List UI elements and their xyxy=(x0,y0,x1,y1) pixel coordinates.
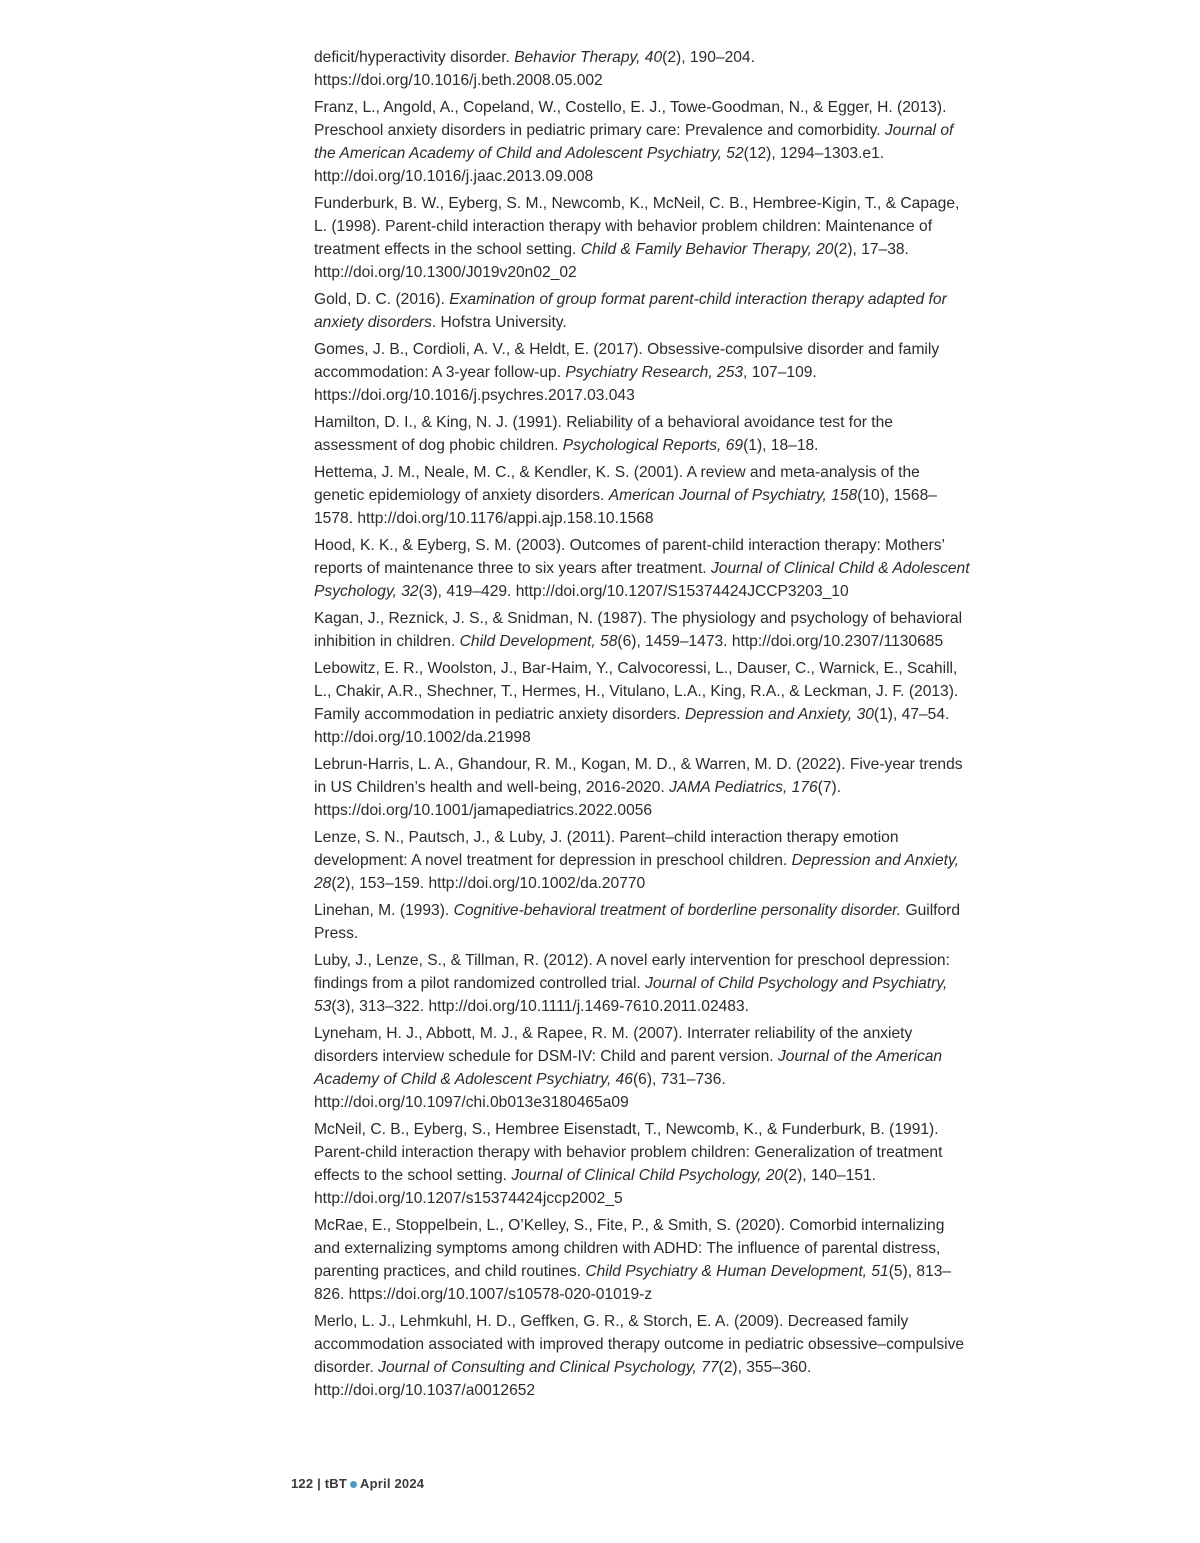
reference-source-italic: JAMA Pediatrics, 176 xyxy=(669,779,818,796)
reference-entry xyxy=(314,46,974,92)
reference-list xyxy=(314,46,974,1406)
reference-text: , 107–109. https://doi.org/10.1016/j.psychres.2017.03.043 xyxy=(314,364,817,404)
reference-entry xyxy=(314,1118,974,1210)
reference-source-italic: Journal of Clinical Child Psychology, 20 xyxy=(511,1167,784,1184)
reference-text: Funderburk, B. W., Eyberg, S. M., Newcomb, K., McNeil, C. B., Hembree-Kigin, T., & Capage, L. (1998). Parent-child interaction therapy with behavior problem children: Maintenance of treatment effects in the school setting. xyxy=(314,195,960,258)
reference-text: Linehan, M. (1993). xyxy=(314,902,454,919)
reference-text: (3), 419–429. http://doi.org/10.1207/S15374424JCCP3203_10 xyxy=(418,583,849,600)
reference-entry xyxy=(314,607,974,653)
reference-source-italic: Journal of Consulting and Clinical Psychology, 77 xyxy=(378,1359,719,1376)
reference-source-italic: Child Development, 58 xyxy=(459,633,618,650)
reference-source-italic: Psychiatry Research, 253 xyxy=(565,364,744,381)
reference-text: (6), 731–736. http://doi.org/10.1097/chi.0b013e3180465a09 xyxy=(314,1071,726,1111)
reference-entry xyxy=(314,949,974,1018)
reference-text: . Hofstra University. xyxy=(431,314,567,331)
reference-text: (2), 355–360. http://doi.org/10.1037/a0012652 xyxy=(314,1359,812,1399)
reference-text: (1), 47–54. http://doi.org/10.1002/da.21998 xyxy=(314,706,950,746)
reference-source-italic: Journal of the American Academy of Child and Adolescent Psychiatry, 52 xyxy=(314,122,954,162)
reference-text: (2), 190–204. https://doi.org/10.1016/j.beth.2008.05.002 xyxy=(314,49,755,89)
issue-date: April 2024 xyxy=(360,1476,425,1491)
reference-text: Franz, L., Angold, A., Copeland, W., Costello, E. J., Towe-Goodman, N., & Egger, H. (2013). Preschool anxiety disorders in pediatric primary care: Prevalence and comorbidity. xyxy=(314,99,947,139)
reference-entry xyxy=(314,461,974,530)
reference-source-italic: Behavior Therapy, 40 xyxy=(514,49,663,66)
reference-text: McNeil, C. B., Eyberg, S., Hembree Eisenstadt, T., Newcomb, K., & Funderburk, B. (1991). Parent-child interaction therapy with behavior problem children: Generalization of treatment effects to the school setting. xyxy=(314,1121,943,1184)
reference-entry xyxy=(314,192,974,284)
reference-text: (10), 1568–1578. http://doi.org/10.1176/appi.ajp.158.10.1568 xyxy=(314,487,937,527)
reference-source-italic: Journal of the American Academy of Child & Adolescent Psychiatry, 46 xyxy=(314,1048,943,1088)
reference-source-italic: Depression and Anxiety, 30 xyxy=(684,706,874,723)
page-footer xyxy=(291,1476,424,1491)
reference-entry xyxy=(314,899,974,945)
reference-text: Lebrun-Harris, L. A., Ghandour, R. M., Kogan, M. D., & Warren, M. D. (2022). Five-year trends in US Children’s health and well-being, 2016-2020. xyxy=(314,756,963,796)
reference-text: Merlo, L. J., Lehmkuhl, H. D., Geffken, G. R., & Storch, E. A. (2009). Decreased family accommodation associated with improved therapy outcome in pediatric obsessive–compulsive disorder. xyxy=(314,1313,965,1376)
reference-entry xyxy=(314,657,974,749)
reference-text: (12), 1294–1303.e1. http://doi.org/10.1016/j.jaac.2013.09.008 xyxy=(314,145,885,185)
reference-source-italic: Psychological Reports, 69 xyxy=(562,437,744,454)
reference-entry xyxy=(314,1310,974,1402)
reference-text: Luby, J., Lenze, S., & Tillman, R. (2012). A novel early intervention for preschool depression: findings from a pilot randomized controlled trial. xyxy=(314,952,950,992)
reference-entry xyxy=(314,411,974,457)
reference-source-italic: Child & Family Behavior Therapy, 20 xyxy=(580,241,834,258)
reference-text: (6), 1459–1473. http://doi.org/10.2307/1130685 xyxy=(617,633,944,650)
reference-text: Gold, D. C. (2016). xyxy=(314,291,450,308)
reference-entry xyxy=(314,96,974,188)
reference-entry xyxy=(314,826,974,895)
reference-text: (1), 18–18. xyxy=(743,437,819,454)
reference-text: Hamilton, D. I., & King, N. J. (1991). Reliability of a behavioral avoidance test for the assessment of dog phobic children. xyxy=(314,414,893,454)
bullet-dot-icon xyxy=(350,1481,357,1488)
reference-source-italic: Journal of Clinical Child & Adolescent Psychology, 32 xyxy=(314,560,970,600)
reference-text: Lenze, S. N., Pautsch, J., & Luby, J. (2011). Parent–child interaction therapy emotion development: A novel treatment for depression in preschool children. xyxy=(314,829,899,869)
reference-text: Hood, K. K., & Eyberg, S. M. (2003). Outcomes of parent-child interaction therapy: Mothers’ reports of maintenance three to six years after treatment. xyxy=(314,537,945,577)
reference-entry xyxy=(314,338,974,407)
reference-entry xyxy=(314,753,974,822)
reference-text: (2), 17–38. http://doi.org/10.1300/J019v20n02_02 xyxy=(314,241,909,281)
reference-text: (2), 153–159. http://doi.org/10.1002/da.20770 xyxy=(331,875,646,892)
reference-text: Hettema, J. M., Neale, M. C., & Kendler, K. S. (2001). A review and meta-analysis of the genetic epidemiology of anxiety disorders. xyxy=(314,464,920,504)
reference-text: (2), 140–151. http://doi.org/10.1207/s15374424jccp2002_5 xyxy=(314,1167,876,1207)
reference-source-italic: Cognitive-behavioral treatment of borderline personality disorder. xyxy=(453,902,902,919)
reference-text: Gomes, J. B., Cordioli, A. V., & Heldt, E. (2017). Obsessive-compulsive disorder and family accommodation: A 3-year follow-up. xyxy=(314,341,940,381)
reference-source-italic: Depression and Anxiety, 28 xyxy=(314,852,959,892)
reference-text: Guilford Press. xyxy=(314,902,961,942)
reference-entry xyxy=(314,288,974,334)
footer-separator: | xyxy=(317,1476,321,1491)
reference-source-italic: American Journal of Psychiatry, 158 xyxy=(608,487,858,504)
reference-text: (7). https://doi.org/10.1001/jamapediatrics.2022.0056 xyxy=(314,779,842,819)
reference-text: Lyneham, H. J., Abbott, M. J., & Rapee, R. M. (2007). Interrater reliability of the anxiety disorders interview schedule for DSM-IV: Child and parent version. xyxy=(314,1025,913,1065)
reference-text: (5), 813–826. https://doi.org/10.1007/s10578-020-01019-z xyxy=(314,1263,952,1303)
reference-entry xyxy=(314,1214,974,1306)
reference-entry xyxy=(314,1022,974,1114)
reference-text: Lebowitz, E. R., Woolston, J., Bar-Haim, Y., Calvocoressi, L., Dauser, C., Warnick, E., Scahill, L., Chakir, A.R., Shechner, T., Hermes, H., Vitulano, L.A., King, R.A., & Leckman, J. F. (2013). Family accommodation in pediatric anxiety disorders. xyxy=(314,660,959,723)
reference-source-italic: Journal of Child Psychology and Psychiatry, 53 xyxy=(314,975,948,1015)
reference-source-italic: Child Psychiatry & Human Development, 51 xyxy=(585,1263,889,1280)
reference-source-italic: Examination of group format parent-child interaction therapy adapted for anxiety disorders xyxy=(314,291,947,331)
reference-text: McRae, E., Stoppelbein, L., O’Kelley, S., Fite, P., & Smith, S. (2020). Comorbid internalizing and externalizing symptoms among children with ADHD: The influence of parental distress, parenting practices, and child routines. xyxy=(314,1217,945,1280)
reference-text: deficit/hyperactivity disorder. xyxy=(314,49,515,66)
reference-text: Kagan, J., Reznick, J. S., & Snidman, N. (1987). The physiology and psychology of behavioral inhibition in children. xyxy=(314,610,963,650)
page-number: 122 xyxy=(291,1476,314,1491)
reference-text: (3), 313–322. http://doi.org/10.1111/j.1469-7610.2011.02483. xyxy=(331,998,749,1015)
journal-name: tBT xyxy=(324,1476,348,1491)
reference-entry xyxy=(314,534,974,603)
